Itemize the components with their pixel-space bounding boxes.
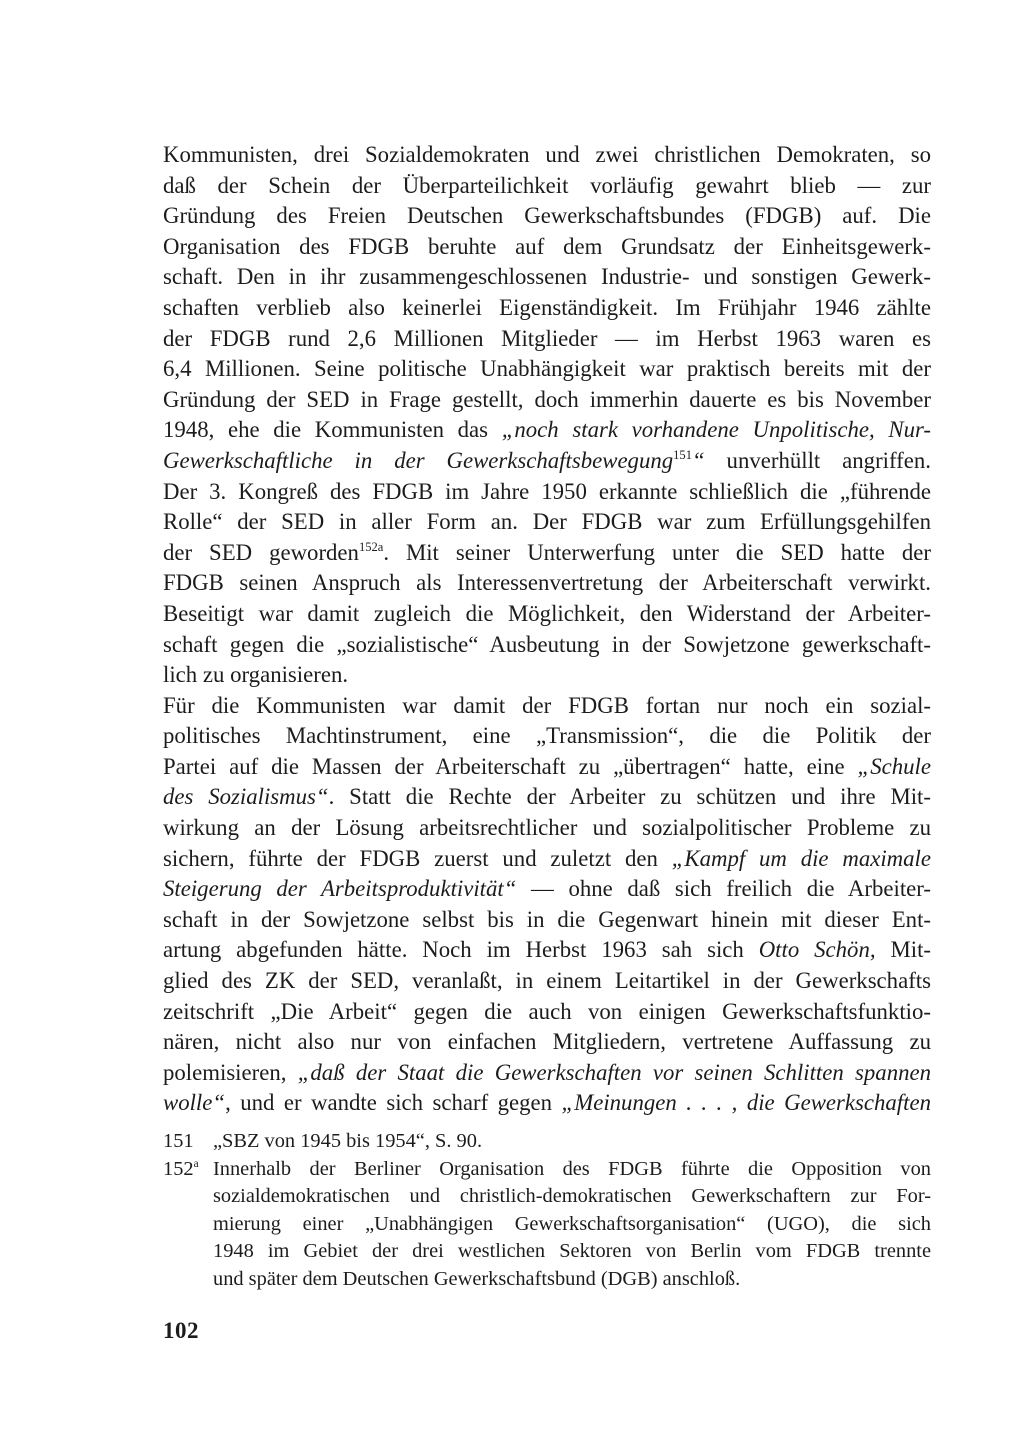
text-line: Gründung der SED in Frage gestellt, doch immerhin dauerte es bis November bbox=[163, 386, 931, 412]
footnote-ref-151[interactable]: 151 bbox=[673, 448, 692, 463]
footnote-text bbox=[213, 1156, 931, 1294]
text-line: Kommunisten, drei Sozialdemokraten und zwei christlichen Demokraten, so bbox=[163, 142, 931, 167]
text-line: Der 3. Kongreß des FDGB im Jahre 1950 erkannte schließlich die „führende bbox=[163, 478, 931, 504]
text-line: Rolle“ der SED in aller Form an. Der FDGB war zum Erfüllungsgehilfen bbox=[163, 509, 931, 535]
italic-quote: „noch stark vorhandene Unpolitische, Nur- bbox=[501, 417, 931, 443]
footnote-line: sozialdemokratischen und christlich-demokratischen Gewerkschaftern zur For- bbox=[213, 1185, 931, 1208]
text-line: Organisation des FDGB beruhte auf dem Grundsatz der Einheitsgewerk- bbox=[163, 233, 931, 259]
footnote-line: und später dem Deutschen Gewerkschaftsbund (DGB) anschloß. bbox=[213, 1267, 741, 1290]
text-line: schaft in der Sowjetzone selbst bis in die Gegenwart hinein mit dieser Ent- bbox=[163, 906, 931, 932]
footnote-line: 1948 im Gebiet der drei westlichen Sektoren von Berlin vom FDGB trennte bbox=[213, 1240, 931, 1263]
text-run: Partei auf die Massen der Arbeiterschaft zu „übertragen“ hatte, eine bbox=[163, 753, 858, 779]
text-line: FDGB seinen Anspruch als Interessenvertretung der Arbeiterschaft verwirkt. bbox=[163, 570, 931, 596]
footnote-151 bbox=[163, 1128, 931, 1156]
text-line: daß der Schein der Überparteilichkeit vorläufig gewahrt blieb — zur bbox=[163, 172, 931, 198]
text-line: 6,4 Millionen. Seine politische Unabhängigkeit war praktisch bereits mit der bbox=[163, 356, 931, 382]
text-run: sichern, führte der FDGB zuerst und zuletzt den bbox=[163, 845, 672, 871]
italic-quote: „daß der Staat die Gewerkschaften vor seinen Schlitten spannen bbox=[297, 1059, 932, 1085]
footnote-text bbox=[213, 1128, 931, 1156]
text-line: lich zu organisieren. bbox=[163, 662, 349, 688]
text-line: glied des ZK der SED, veranlaßt, in einem Leitartikel in der Gewerkschafts bbox=[163, 968, 931, 994]
text-run: Mit- bbox=[875, 937, 932, 963]
text-line bbox=[163, 844, 931, 875]
text-run: 1948, ehe die Kommunisten das bbox=[163, 417, 502, 443]
footnote-number-digits: 152 bbox=[163, 1157, 194, 1180]
text-line bbox=[163, 1088, 931, 1119]
text-line bbox=[163, 752, 931, 783]
text-run: . Mit seiner Unterwerfung unter die SED hatte der bbox=[383, 539, 931, 565]
text-run: artung abgefunden hätte. Noch im Herbst 1963 sah sich bbox=[163, 937, 759, 963]
text-line bbox=[163, 446, 931, 477]
text-line: schaften verblieb also keinerlei Eigenständigkeit. Im Frühjahr 1946 zählte bbox=[163, 294, 931, 320]
text-line bbox=[163, 538, 931, 569]
text-run: unverhüllt angriffen. bbox=[704, 447, 931, 473]
footnote-152a bbox=[163, 1156, 931, 1294]
footnotes bbox=[163, 1128, 931, 1294]
text-line: schaft. Den in ihr zusammengeschlossenen Industrie- und sonstigen Gewerk- bbox=[163, 264, 931, 290]
text-line: zeitschrift „Die Arbeit“ gegen die auch von einigen Gewerkschaftsfunktio- bbox=[163, 998, 931, 1024]
footnote-line: Innerhalb der Berliner Organisation des FDGB führte die Opposition von bbox=[213, 1157, 931, 1180]
text-line: Beseitigt war damit zugleich die Möglichkeit, den Widerstand der Arbeiter- bbox=[163, 600, 931, 626]
italic-name: Otto Schön, bbox=[758, 937, 876, 963]
italic-quote: wolle“ bbox=[163, 1090, 226, 1116]
footnote-number bbox=[163, 1156, 213, 1184]
italic-quote: des Sozialismus“ bbox=[163, 784, 329, 810]
italic-quote-close: “ bbox=[691, 447, 705, 473]
text-line: wirkung an der Lösung arbeitsrechtlicher und sozialpolitischer Probleme zu bbox=[163, 815, 931, 841]
text-line bbox=[163, 935, 931, 966]
footnote-number: 151 bbox=[163, 1130, 194, 1152]
text-line: nären, nicht also nur von einfachen Mitgliedern, vertretene Auffassung zu bbox=[163, 1029, 931, 1055]
italic-quote: „Schule bbox=[857, 753, 931, 779]
italic-quote: Gewerkschaftliche in der Gewerkschaftsbewegung bbox=[163, 447, 674, 473]
footnote-ref-152a[interactable]: 152a bbox=[358, 539, 384, 554]
footnote-line: mierung einer „Unabhängigen Gewerkschaftsorganisation“ (UGO), die sich bbox=[213, 1212, 931, 1235]
text-run: . Statt die Rechte der Arbeiter zu schützen und ihre Mit- bbox=[328, 784, 931, 810]
text-line: der FDGB rund 2,6 Millionen Mitglieder — im Herbst 1963 waren es bbox=[163, 325, 931, 351]
text-run: der SED geworden bbox=[163, 539, 359, 565]
text-line bbox=[163, 782, 931, 813]
text-run: polemisieren, bbox=[163, 1059, 298, 1085]
text-line bbox=[163, 874, 931, 905]
italic-quote: Steigerung der Arbeitsproduktivität“ bbox=[163, 876, 517, 902]
text-line: Gründung des Freien Deutschen Gewerkschaftsbundes (FDGB) auf. Die bbox=[163, 203, 931, 229]
italic-quote: „Kampf um die maximale bbox=[671, 845, 931, 871]
text-run: — ohne daß sich freilich die Arbeiter- bbox=[516, 876, 931, 902]
italic-quote: „Meinungen . . . , die Gewerkschaften bbox=[561, 1090, 931, 1116]
text-line bbox=[163, 415, 931, 446]
footnote-number-suffix: a bbox=[193, 1157, 199, 1170]
text-line: politisches Machtinstrument, eine „Transmission“, die die Politik der bbox=[163, 723, 931, 749]
page-number: 102 bbox=[163, 1318, 199, 1343]
main-text bbox=[163, 140, 931, 1119]
text-line bbox=[163, 1058, 931, 1089]
text-line: schaft gegen die „sozialistische“ Ausbeutung in der Sowjetzone gewerkschaft- bbox=[163, 631, 931, 657]
text-run: , und er wandte sich scharf gegen bbox=[225, 1090, 562, 1116]
footnote-line: „SBZ von 1945 bis 1954“, S. 90. bbox=[213, 1130, 483, 1152]
text-line: Für die Kommunisten war damit der FDGB fortan nur noch ein sozial- bbox=[163, 692, 931, 718]
